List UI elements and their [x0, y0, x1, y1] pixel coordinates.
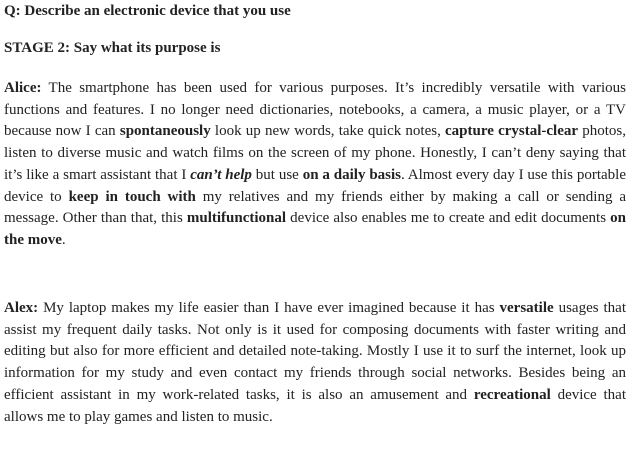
alice-text: device also enables me to create and edit documents [286, 210, 611, 227]
keyword: on the move [4, 210, 626, 248]
keyword: keep in touch with [68, 188, 196, 205]
stage-heading: STAGE 2: Say what its purpose is [4, 40, 221, 56]
alice-answer [4, 78, 626, 252]
keyword: on a daily basis [302, 166, 402, 183]
keyword: capture crystal-clear [445, 123, 579, 140]
alice-text: . [61, 231, 66, 248]
speaker-alice: Alice: [4, 80, 42, 96]
alex-text: usages that assist my frequent daily tasks. Not only is it used for composing documents with faster writing and editing but also for more efficient and detailed note-taking. Mostly I use it to surf the internet, look up information for my study and even contact my friends through social networks. Besides being an efficient assistant in my work-related tasks, it is also an amusement and [4, 300, 627, 403]
alice-text: my relatives and my friends either by making a call or sending a message. Other than that, this [4, 188, 627, 227]
keyword-italic: can’t help [190, 166, 252, 183]
keyword: versatile [499, 300, 554, 316]
alice-text: but use [251, 166, 303, 183]
alex-text: My laptop makes my life easier than I have ever imagined because it has [38, 300, 500, 316]
keyword: recreational [473, 386, 551, 403]
alex-answer [4, 298, 626, 428]
keyword: multifunctional [186, 210, 287, 227]
speaker-alex: Alex: [4, 300, 39, 316]
keyword: spontaneously [119, 123, 211, 140]
alice-text: . Almost every day I use this portable device to [4, 166, 626, 205]
question-heading: Q: Describe an electronic device that you use [4, 3, 291, 19]
alex-text: device that allows me to play games and listen to music. [4, 386, 626, 425]
alice-text: look up new words, take quick notes, [210, 123, 446, 140]
alice-text: photos, listen to diverse music and watch films on the screen of my phone. Honestly, I can’t deny saying that it’s like a smart assistant that I [4, 123, 626, 183]
alice-text: The smartphone has been used for various purposes. It’s incredibly versatile with various functions and features. I no longer need dictionaries, notebooks, a camera, a music player, or a TV because now I can [4, 80, 626, 140]
